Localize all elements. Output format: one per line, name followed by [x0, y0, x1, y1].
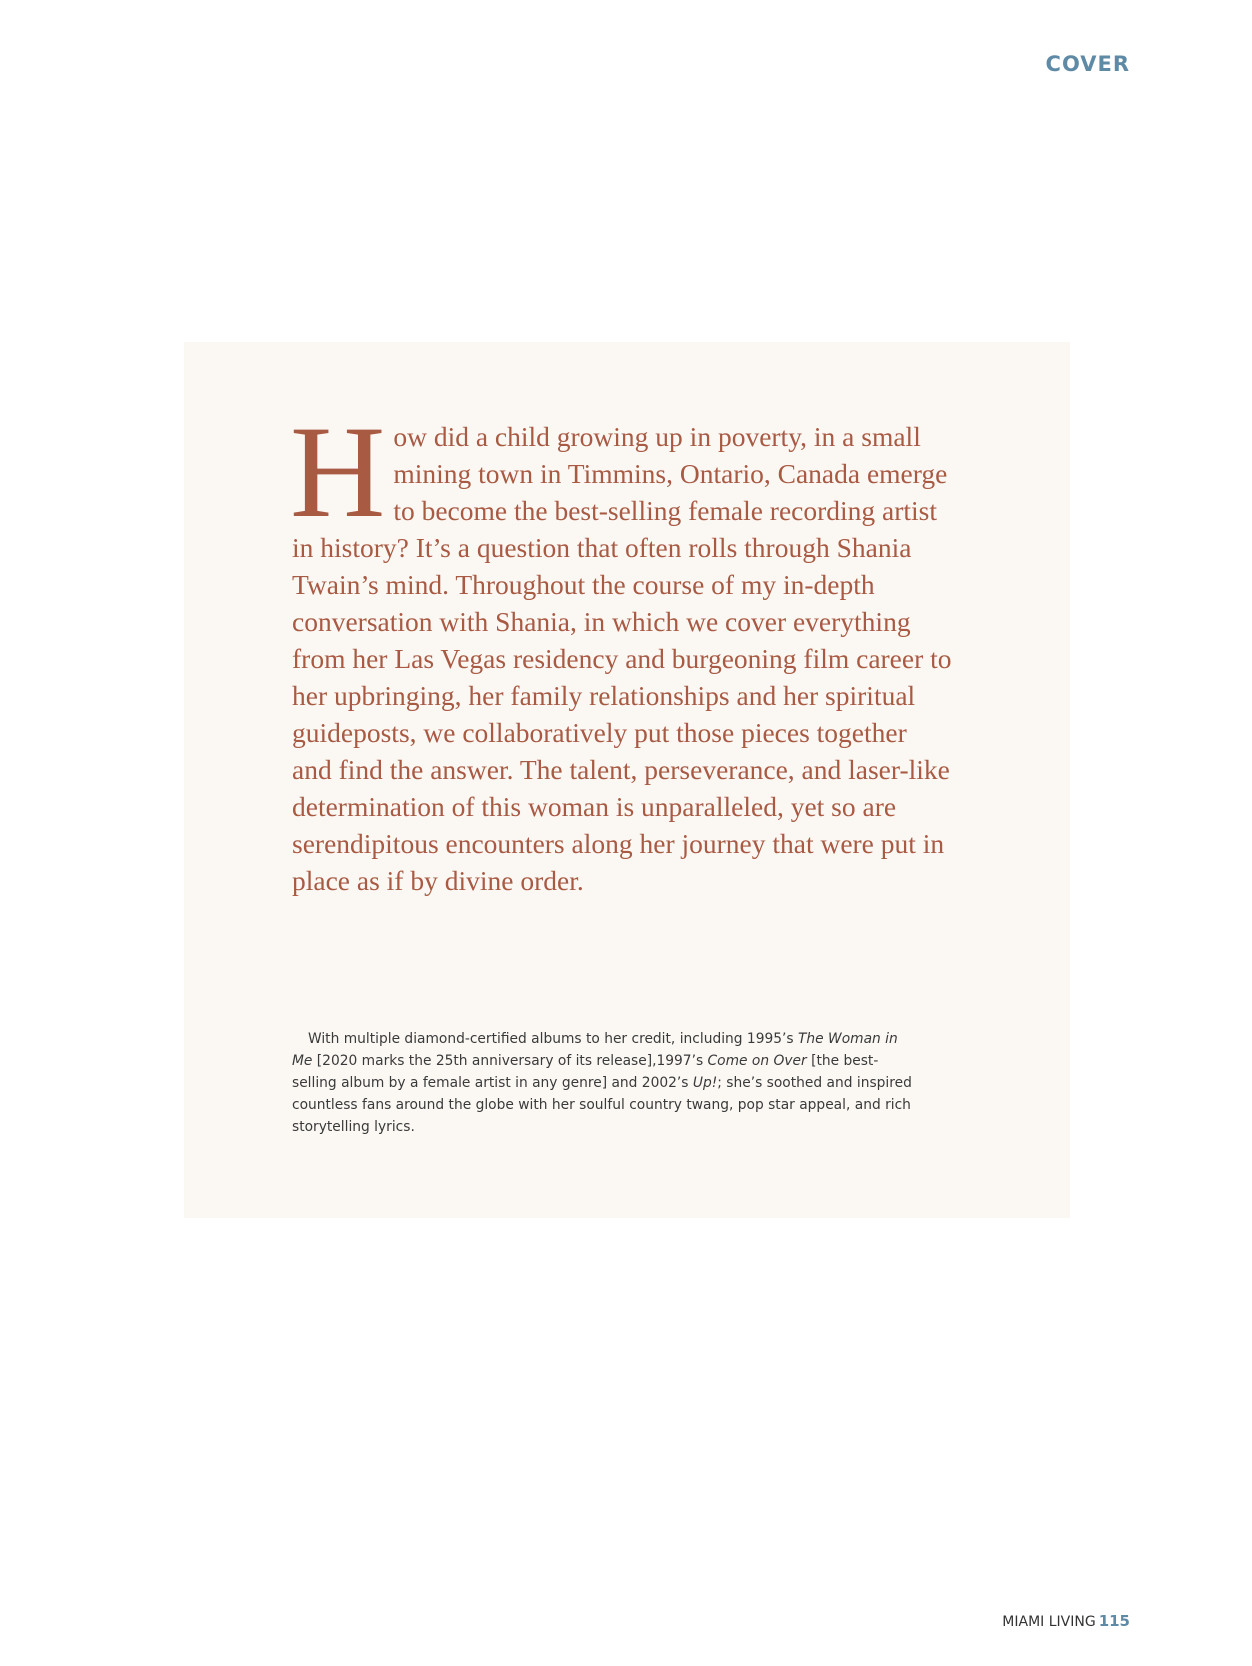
page-number: 115 [1098, 1612, 1130, 1630]
drop-cap: H [290, 398, 386, 545]
album-title-come-on-over: Come on Over [707, 1053, 807, 1069]
body-text-part1: With multiple diamond-certified albums to her credit, including 1995’s [308, 1031, 798, 1047]
lead-text: ow did a child growing up in poverty, in a small mining town in Timmins, Ontario, Canada emerge to become the best-selling female recording artist in history? It’s a question that often rolls through Shania Twain’s mind. Throughout the course of my in-depth conversation with Shania, in which we cover everything from her Las Vegas residency and burgeoning film career to her upbringing, her family relationships and her spiritual guideposts, we collaboratively put those pieces together and find the answer. The talent, perseverance, and laser-like determination of this woman is unparalleled, yet so are serendipitous encounters along her journey that were put in place as if by divine order. [292, 421, 952, 896]
body-text-part2: [2020 marks the 25th anniversary of its release],1997’s [312, 1053, 708, 1069]
lead-paragraph [290, 398, 952, 899]
page-footer [1002, 1612, 1130, 1630]
album-title-up: Up! [692, 1075, 718, 1091]
album-title-woman-in-me: The Woman in Me [292, 1031, 898, 1069]
section-label: COVER [1045, 52, 1130, 76]
body-text-part4: ; she’s soothed and inspired countless fans around the globe with her soulful country twang, pop star appeal, and rich storytelling lyrics. [292, 1075, 912, 1135]
article-panel [184, 342, 1070, 1218]
body-text-part3: [the best-selling album by a female artist in any genre] and 2002’s [292, 1053, 879, 1091]
body-paragraph [292, 1028, 922, 1138]
publication-name: MIAMI LIVING [1002, 1614, 1096, 1630]
